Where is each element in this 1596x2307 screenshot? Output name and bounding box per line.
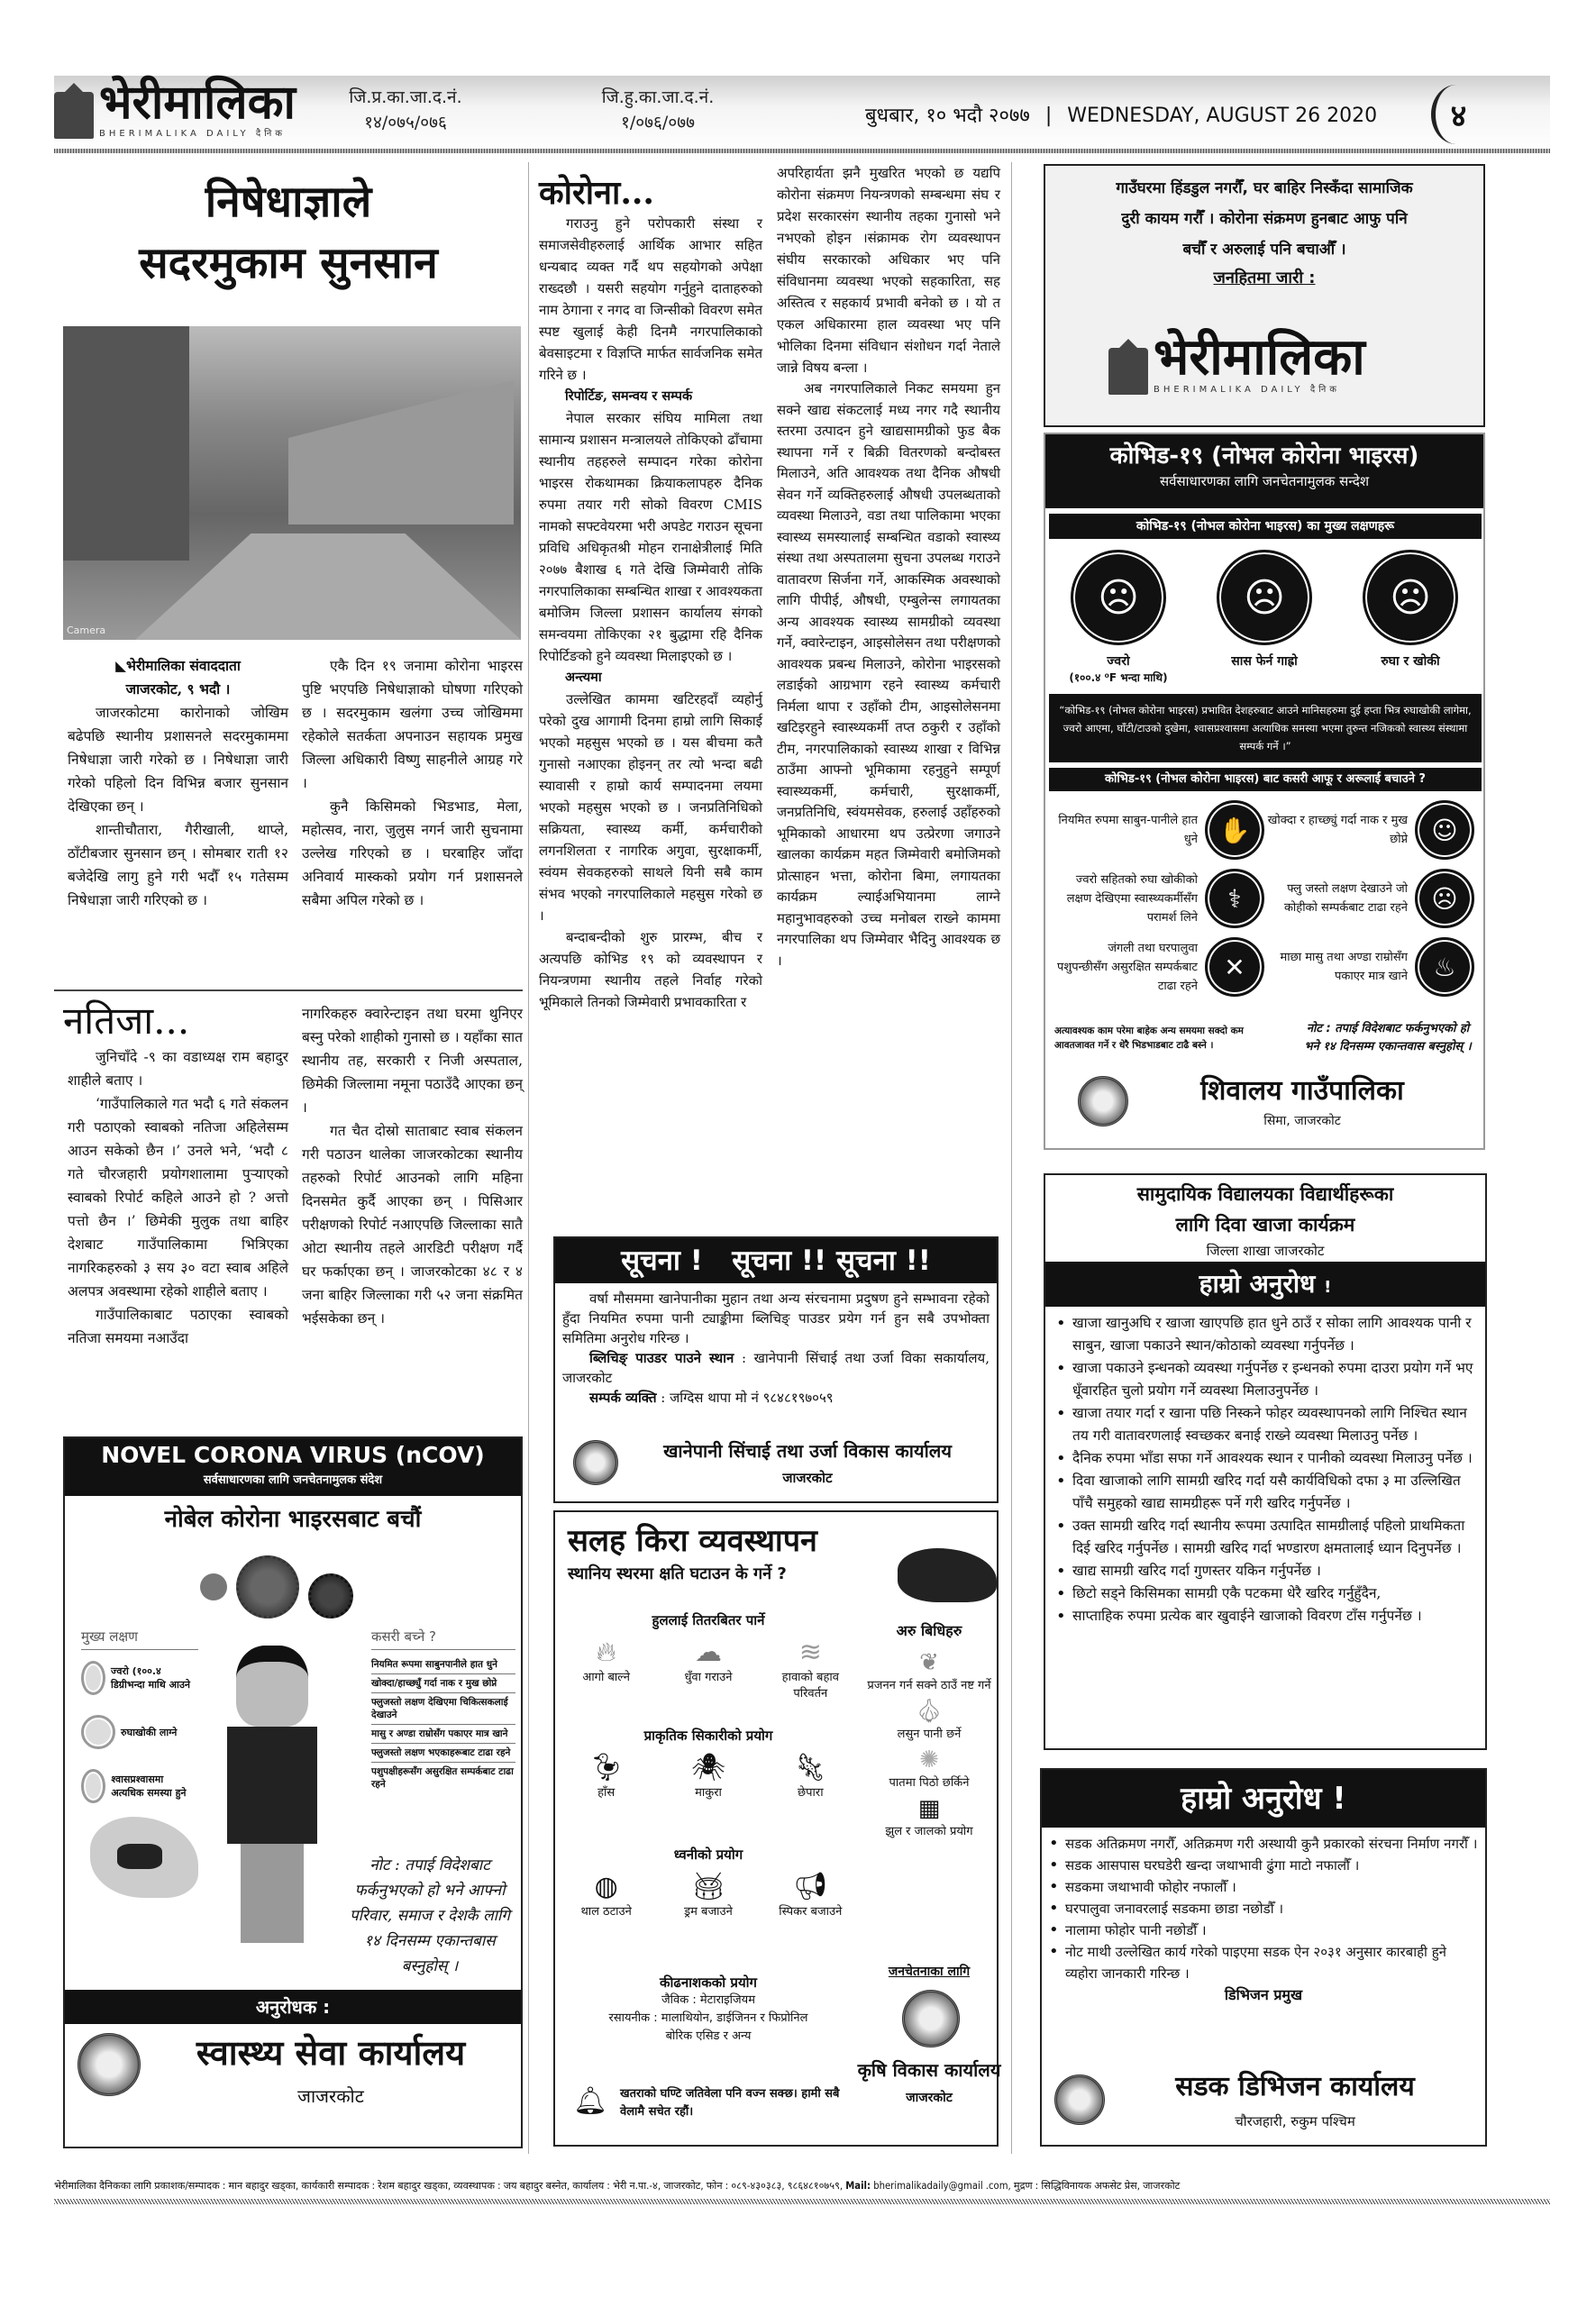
school-item: • साप्ताहिक रुपमा प्रत्येक बार खुवाईने खाजाको विवरण टाँस गर्नुपर्नेछ । <box>1053 1605 1478 1628</box>
notice-logo-daily: दैनिक <box>1309 385 1340 395</box>
nepal-emblem-icon <box>1054 2074 1105 2125</box>
smoke-icon: ☁︎ <box>694 1637 722 1668</box>
headline-line-2: सदरमुकाम सुनसान <box>139 238 438 288</box>
locust-g1-2: धुँवा गराउने <box>684 1671 733 1684</box>
prevention-1: नियमित रुपमा साबुन-पानीले हात धुने <box>1058 814 1198 846</box>
locust-other-3: पातमा पिठो छर्किने <box>889 1776 970 1790</box>
imprint-text: भेरीमालिका दैनिकका लागि प्रकाशक/सम्पादक : मान बहादुर खड्का, कार्यकारी सम्पादक : रेशम बहादुर खड्का, व्यवस्थापक : जय बहादुर बस्नेत, कार्यालय : भेरी न.पा.-४, जाजरकोट, फोन : ०८९-४३०३८३, ९८६४८१०७५९, <box>54 2180 844 2192</box>
covid-ad <box>1044 433 1485 1150</box>
grasshopper-icon <box>898 1548 997 1602</box>
no-animal-contact-icon: ✕ <box>1205 937 1264 997</box>
ncov-location: जाजरकोट <box>297 2085 364 2107</box>
school-request-label: हाम्रो अनुरोध <box>1199 1269 1316 1299</box>
net-icon: ▦ <box>917 1795 941 1822</box>
nepal-emblem-icon <box>1078 1076 1128 1126</box>
ncov-prevent-1: नियमित रूपमा साबुनपानीले हात धुने <box>371 1655 515 1674</box>
school-item: • खाजा तयार गर्दा र खाना पछि निस्कने फोहर व्यवस्थापनको लागि निश्चित स्थान तय गरी वातावरणलाई स्वच्छकर बनाई राख्ने व्यवस्था मिलाउनु पर्नेछ । <box>1053 1402 1478 1447</box>
covid-sponsor-location: सिमा, जाजरकोट <box>1263 1114 1341 1128</box>
contact-value: : जग्दिस थापा मो नं ९८४८१९७०५९ <box>661 1390 834 1406</box>
cough-icon <box>81 1715 115 1749</box>
symptom-1-label: ज्वरो <box>1107 654 1130 669</box>
divider <box>54 989 523 991</box>
ncov-prevent-6: पशुपक्षीहरूसँग असुरक्षित सम्पर्कबाट टाढा रहने <box>371 1766 514 1790</box>
locust-g2-1: हाँस <box>597 1786 616 1800</box>
notice-issued-by: जनहितमा जारी : <box>1213 269 1316 287</box>
ncov-prevent-title: कसरी बच्ने ? <box>371 1628 515 1650</box>
water-office: खानेपानी सिंचाई तथा उर्जा विकास कार्यालय <box>663 1440 952 1462</box>
locust-g1-3: हावाको बहाव परिवर्तन <box>781 1671 839 1701</box>
bleach-place-label: ब्लिचिङ् पाउडर पाउने स्थान <box>589 1350 734 1366</box>
lead-col-1 <box>68 654 288 912</box>
natija-para-5: गत चैत दोस्रो साताबाट स्वाब संकलन गरी पठाउन थालेका जाजरकोटका स्थानीय तहरुको रिपोर्ट आउनको लागि महिना दिनसमेत कुर्दै आएका छन् । पिसिआर परीक्षणको रिपोर्ट नआएपछि जिल्लाका सातै ओटा स्थानीय तहले आरडिटी परीक्षण गर्दै घर फर्काएका छन् । जाजरकोटका ४८ र ४ जना बाहिर जिल्लाका गरी ५२ जना संक्रमित भईसकेका छन् । <box>302 1123 523 1327</box>
covid-note: नोट : तपाई विदेशबाट फर्कनुभएको हो भने १४ दिनसम्म एकान्तवास बस्नुहोस् । <box>1304 1022 1472 1053</box>
road-notice-title: हाम्रो अनुरोध ! <box>1042 1770 1485 1828</box>
prevention-6: माछा मासु तथा अण्डा राम्रोसँग पकाएर मात्र खाने <box>1280 951 1408 983</box>
school-item: • छिटो सड्ने किसिमका सामग्री एकै पटकमा धेरै खरिद गर्नुहुँदैन, <box>1053 1582 1478 1605</box>
locust-g1-1: आगो बाल्ने <box>582 1671 630 1684</box>
locust-g3-1: थाल ठटाउने <box>580 1905 632 1919</box>
dateline <box>865 101 1377 128</box>
flour-icon: ✺ <box>919 1746 939 1774</box>
locust-other-1: प्रजनन गर्न सक्ने ठाउँ नष्ट गर्ने <box>867 1679 991 1692</box>
school-item: • खाद्य सामग्री खरिद गर्दा गुणस्तर यकिन गर्नुपर्नेछ । <box>1053 1560 1478 1582</box>
lead-para-2: शान्तीचौतारा, गैरीखाली, थाप्ले, ठाँटीबजार सुनसान छन् । सोमबार राती १२ बजेदेखि लागु हुने गरी भदौँ १५ गतेसम्म निषेधाज्ञा जारी गरिएको छ । <box>68 822 288 908</box>
corona-para-5: अपरिहार्यता झनै मुखरित भएको छ यद्यपि कोरोना संक्रमण नियन्त्रणको सम्बन्धमा संघ र प्रदेश सरकारसंग स्थानीय तहका गुनासो भने नभएको होइन ।संक्रामक रोग व्यवस्थापन संघीय सरकारको अधिकार भए पनि संविधानमा व्यवस्था भएको सहकारिता, सह अस्तित्व र सहकार्य प्रभावी बनेको छ । यो त एकल अधिकारमा हाल व्यवस्था भए पनि भोलिका दिनमा संविधान संशोधन गर्दा नेताले जान्ने विषय बन्ला । <box>777 165 1000 376</box>
photo-credit: Camera <box>67 625 106 636</box>
date-separator: | <box>1044 105 1053 127</box>
ncov-symptoms-title: मुख्य लक्षण <box>81 1628 198 1650</box>
symptom-1-detail: (१००.४ ⁰F भन्दा माथि) <box>1069 671 1168 684</box>
street-photo <box>63 326 521 640</box>
locust-group3-title: ध्वनीको प्रयोग <box>673 1847 743 1863</box>
mail-value[interactable]: bherimalikadaily@gmail .com, मुद्रण : सिद्धिविनायक अफसेट प्रेस, जाजरकोट <box>873 2180 1181 2192</box>
ncov-symptom-2: रुघाखोकी लाग्ने <box>121 1726 178 1738</box>
ncov-requester: अनुरोधक : <box>65 1990 521 2024</box>
school-request-mark: ! <box>1324 1278 1332 1297</box>
sneezing-man-illustration-icon <box>209 1646 344 1943</box>
masthead-logo[interactable] <box>54 75 296 139</box>
ncov-symptom-3: श्वासप्रश्वासमा अत्यधिक समस्या हुने <box>111 1774 187 1799</box>
natija-headline: नतिजा... <box>63 998 190 1043</box>
temple-logo-icon <box>1108 348 1148 395</box>
corona-para-2: नेपाल सरकार संघिय मामिला तथा सामान्य प्रशासन मन्त्रालयले तोकिएको ढाँचामा स्थानीय तहहरुले सम्पादन गरेका कोरोना भाइरस रोकथामका क्रियाकलापहरु दैनिक रुपमा तयार गरी सोको विवरण CMIS नामको सफ्टवेयरमा भरी अपडेट गराउन सूचना प्रविधि अधिकृतश्री मोहन रानाक्षेत्रीलाई मिति २०७७ बैशाख ६ गते देखि जिम्मेवारी तोकि नगरपालिकाका सम्बन्धित शाखा र आवश्यकता बमोजिम जिल्ला प्रशासन कार्यालय संगको समन्वयमा तोकिएका २१ बुद्धामा रहि दैनिक रिपोर्टिङको हुने व्यवस्था मिलाइएको छ । <box>539 410 762 664</box>
locust-g2-2: माकुरा <box>695 1786 722 1800</box>
ncov-prevent-2: खोक्दा/हाच्छ्युँ गर्दा नाक र मुख छोप्ने <box>371 1674 515 1693</box>
lead-col-2 <box>302 654 523 912</box>
column-rule <box>528 162 529 2154</box>
corona-para-6: अब नगरपालिकाले निकट समयमा हुन सक्ने खाद्य संकटलाई मध्य नगर गदै स्थानीय स्तरमा उत्पादन हुने खाद्यसामग्रीको फुड बैक स्थापना गर्ने र बिक्री वितरणको बन्दोबस्त मिलाउने, अति आवश्यक तथा दैनिक औषधी सेवन गर्ने व्यक्तिहरुलाई औषधी उपलब्धताको व्यवस्था मिलाउने, वडा तथा पालिकामा भएका स्वास्थ्य समस्यालाई सम्बन्धित वडाको स्वास्थ्य संस्था तथा अस्पतालमा सुचना उपलब्ध गराउने वातावरण सिर्जना गर्ने, आकस्मिक अवस्थाको लागि पीपीई, औषधी, एम्बुलेन्स लगायतका अन्य आवश्यक स्वास्थ्य सामग्रीको व्यवस्था गर्ने, क्वारेन्टाइन, आइसोलेसन तथा परीक्षणको आवश्यक प्रबन्ध मिलाउने, कोरोना भाइरसको लडाईको आग्रभाग रहने स्वास्थ्य कर्मचारी निर्मला थापा र उहाँको टीम, आइसोलेसनमा खटिइरहुने स्वास्थ्यकर्मी तप्त ठकुरी र उहाँको टीम, नगरपालिकाको स्वास्थ्य शाखा र विभिन्न ठाउँमा आफ्नो भूमिकामा रहनुहुने सम्पूर्ण स्वास्थ्यकर्मी, कर्मचारी, सुरक्षाकर्मी, जनप्रतिनिधि, स्वंयमसेवक, हरुलाई उहाँहरुको भूमिकाको आधारमा थप उत्प्रेरणा जगाउने खालका कार्यक्रम महत जिम्मेवारी बमोजिमको प्रोत्साहन भत्ता, कोरोना बिमा, लगायतका कार्यक्रम ल्याईअभियानमा लाग्ने महानुभावहरुको उच्च मनोबल राख्ने काममा नगरपालिका थप जिम्मेवार भैदिनु आवश्यक छ । <box>777 380 1000 969</box>
column-rule <box>1011 162 1012 2154</box>
locust-g3-2: ड्रम बजाउने <box>684 1905 733 1919</box>
garlic-icon: 🧄︎ <box>914 1698 944 1725</box>
locust-awareness: जनचेतनाका लागि <box>888 1965 971 1979</box>
corona-headline: कोरोना... <box>539 174 654 212</box>
natija-para-4: नागरिकहरु क्वारेन्टाइन तथा घरमा थुनिएर बस्नु परेको शाहीको गुनासो छ । यहाँका सात स्थानीय तह, सरकारी र निजी अस्पताल, छिमेकी जिल्लामा नमूना पठाउँदै आएका छन् । <box>302 1006 523 1116</box>
notice-logo-sub: BHERIMALIKA DAILY <box>1154 385 1304 395</box>
ncov-prevent-4: मासु र अण्डा राम्रोसँग पकाएर मात्र खाने <box>371 1725 515 1744</box>
notice-line-2: दुरी कायम गरौँ । कोरोना संक्रमण हुनबाट आफु पनि <box>1121 210 1408 228</box>
plate-icon: ◍ <box>594 1871 618 1902</box>
covid-prevention-title: कोभिड-१९ (नोभल कोरोना भाइरस) बाट कसरी आफू र अरूलाई बचाउने ? <box>1049 768 1482 791</box>
page-number: ४ <box>1431 85 1482 144</box>
school-item: • खाजा खानुअघि र खाजा खाएपछि हात धुने ठाउँ र सोका लागि आवश्यक पानी र साबुन, खाजा पकाउने स्थान/कोठाको व्यवस्था गर्नुपर्नेछ । <box>1053 1312 1478 1357</box>
ncov-headline: नोबेल कोरोना भाइरसबाट बचौं <box>164 1506 422 1533</box>
spider-icon: 🕷︎ <box>690 1752 726 1783</box>
locust-g4-2: रसायनीक : मालाथियोन, डाईजिनन र फिप्रोनिल <box>608 2011 808 2025</box>
locust-office: कृषि विकास कार्यालय <box>857 2059 1001 2081</box>
locust-location: जाजरकोट <box>906 2091 953 2105</box>
contact-label: सम्पर्क व्यक्ति <box>589 1390 657 1406</box>
locust-group2-title: प्राकृतिक सिकारीको प्रयोग <box>643 1728 773 1744</box>
world-map-icon <box>90 1817 198 1898</box>
corona-col-2 <box>777 162 1000 971</box>
road-list <box>1042 1828 1485 1984</box>
school-item: • दिवा खाजाको लागि सामग्री खरिद गर्दा यसै कार्यविधिको दफा ३ मा उल्लिखित पाँचै समुहको खाद्य सामग्रीहरू पर्ने गरी खरिद गर्नुपर्नेछ । <box>1053 1470 1478 1515</box>
school-item: • दैनिक रुपमा भाँडा सफा गर्ने आवश्यक स्थान र पानीको व्यवस्था मिलाउनु पर्नेछ । <box>1053 1447 1478 1470</box>
school-list <box>1045 1307 1485 1628</box>
natija-col-2 <box>302 1002 523 1330</box>
lead-headline <box>54 171 523 294</box>
natija-para-3: गाउँपालिकाबाट पठाएका स्वाबको नतिजा समयमा नआउँदा <box>68 1307 288 1346</box>
locust-other-4: झुल र जालको प्रयोग <box>885 1825 973 1838</box>
locust-g2-3: छेपारा <box>798 1786 824 1800</box>
virus-illustration-icon <box>200 1546 380 1628</box>
reg1-label: जि.प्र.का.जा.द.नं. <box>349 87 462 107</box>
date-nepali: बुधबार, १० भदौ २०७७ <box>865 105 1030 127</box>
handwash-icon: ✋ <box>1205 800 1264 860</box>
ncov-poster <box>63 1436 523 2148</box>
byline-arrow-icon: ◣ <box>115 657 127 674</box>
natija-para-2: ‘गाउँपालिकाले गत भदौ ६ गते संकलन गरी पठाएको स्वाबको नतिजा अहिलेसम्म आउन सकेको छैन ।’ उनले भने, ‘भदौ ८ गते चौरजहारी प्रयोगशालामा पुऱ्याएको स्वाबको रिपोर्ट कहिले आउने हो ? अत्तो पत्तो छैन ।’ छिमेकी मुलुक तथा बाहिर देशबाट गाउँपालिकामा भित्रिएका नागरिकहरुको ३ सय ३० वटा स्वाब अहिले अलपत्र अवस्थामा रहेको शाहीले बताए । <box>68 1096 288 1299</box>
cover-mouth-icon: ☺ <box>1415 800 1474 860</box>
corona-para-3: उल्लेखित काममा खटिरहदाँ व्यहोर्नु परेको दुख आगामी दिनमा हाम्रो लागि सिकाई भएको महसुस भएको छ । यस बीचमा कतै गुनासो नआएका होइनन् तर त्यो भन्दा बढी स्यावासी र हाम्रो कार्य सम्पादनमा लयमा भएको महसुस भएको छ । जनप्रतिनिधिको सक्रियता, स्वास्थ्य कर्मी, कर्मचारीको लगनशिलता र नागरिक अगुवा, सुरक्षाकर्मी, स्वंयम सेवकहरुको साथले यिनी सबै काम संभव भएको नगरपालिकाले महसुस गरेको छ । <box>539 691 762 924</box>
consult-doctor-icon: ⚕ <box>1205 869 1264 928</box>
reg2-value: १/०७६/०७७ <box>621 113 695 132</box>
road-item: • सडकमा जथाभावी फोहोर नफालौँ । <box>1045 1876 1480 1898</box>
logo-sub: BHERIMALIKA DAILY <box>99 129 250 139</box>
prevention-4: फ्लु जस्तो लक्षण देखाउने जो कोहीको सम्पर्कबाट टाढा रहने <box>1283 882 1408 915</box>
breathing-difficulty-icon: ☹ <box>1217 550 1312 645</box>
school-request-title <box>1045 1262 1485 1307</box>
reg1-value: १४/०७५/०७६ <box>364 113 447 132</box>
nepal-emblem-icon <box>902 1990 960 2047</box>
locust-title: सलह किरा व्यवस्थापन <box>568 1523 817 1559</box>
school-item: • खाजा पकाउने इन्धनको व्यवस्था गर्नुपर्नेछ र इन्धनको रुपमा दाउरा प्रयोग गर्ने भए धूँवारहित चुलो प्रयोग गर्ने व्यवस्था मिलाउनुपर्नेछ । <box>1053 1357 1478 1402</box>
alarm-bell-icon: 🔔︎ <box>573 2085 608 2117</box>
nepal-emblem-icon <box>573 1440 618 1485</box>
school-title-2: लागि दिवा खाजा कार्यक्रम <box>1175 1214 1355 1236</box>
footer-rule <box>54 2199 1550 2204</box>
locust-ad <box>553 1510 999 2147</box>
covid-bottom-note: अत्यावश्यक काम परेमा बाहेक अन्य समयमा सक्दो कम आवतजावत गर्ने र धेरै भिडभाडबाट टाढै बस्ने । <box>1054 1026 1244 1051</box>
fever-face-icon: ☹ <box>1071 550 1166 645</box>
water-notice <box>553 1236 999 1503</box>
dateline-place: जाजरकोट, ९ भदौ । <box>125 680 231 698</box>
covid-sponsor: शिवालय गाउँपालिका <box>1200 1075 1404 1107</box>
road-item: • नोट माथी उल्लेखित कार्य गरेको पाइएमा सडक ऐन २०३१ अनुसार कारबाही हुने व्यहोरा जानकारी गरिन्छ । <box>1045 1941 1480 1984</box>
natija-col-1 <box>68 1045 288 1350</box>
lead-para-4: कुनै किसिमको भिडभाड, मेला, महोत्सव, नारा, जुलुस नगर्न जारी सुचनामा उल्लेख गरिएको छ । घरबाहिर जाँदा अनिवार्य मास्कको प्रयोग गर्न प्रशासनले सबैमा अपिल गरेको छ । <box>302 798 523 908</box>
locust-group4-title: कीढनाशकको प्रयोग <box>660 1974 757 1991</box>
ncov-note: नोट : तपाई विदेशबाट फर्कनुभएको हो भने आफ्नो परिवार, समाज र देशकै लागि १४ दिनसम्म एकान्तबास बस्नुहोस् । <box>349 1856 510 1975</box>
ncov-prevent-5: फ्लुजस्तो लक्षण भएकाहरूबाट टाढा रहने <box>371 1744 515 1763</box>
ncov-title: NOVEL CORONA VIRUS (nCOV) <box>101 1442 485 1468</box>
footer-imprint <box>54 2179 1550 2193</box>
breathing-icon <box>81 1769 105 1803</box>
road-item: • घरपालुवा जनावरलाई सडकमा छाडा नछोडौँ । <box>1045 1898 1480 1919</box>
prevention-2: खोक्दा र हाच्छ्युं गर्दा नाक र मुख छोप्ने <box>1267 814 1408 846</box>
water-notice-title: सूचना ! सूचना !! सूचना !! <box>555 1238 997 1283</box>
lead-para-1: जाजरकोटमा कारोनाको जोखिम बढेपछि स्थानीय प्रशासनले सदरमुकाममा निषेधाज्ञा जारी गरेको छ । निषेधाज्ञा जारी गरेको पहिलो दिन विभिन्न बजार सुनसान देखिएका छन् । <box>68 705 288 815</box>
school-title-1: सामुदायिक विद्यालयका विद्यार्थीहरूका <box>1136 1183 1394 1205</box>
locust-group1-title: हुललाई तितरबितर पार्ने <box>652 1612 765 1628</box>
logo-daily: दैनिक <box>255 129 286 139</box>
prevention-3: ज्वरो सहितको रुघा खोकीको लक्षण देखिएमा स्वास्थ्यकर्मीसँग परामर्श लिने <box>1066 872 1198 925</box>
covid-title: कोभिड-१९ (नोभल कोरोना भाइरस) <box>1109 442 1419 470</box>
natija-para-1: जुनिचाँदे -९ का वडाध्यक्ष राम बहादुर शाहीले बताए । <box>68 1049 288 1089</box>
water-location: जाजरकोट <box>782 1470 833 1486</box>
drum-icon: 🥁︎ <box>690 1871 726 1902</box>
school-notice <box>1044 1173 1487 1750</box>
water-notice-body: वर्षा मौसममा खानेपानीका मुहान तथा अन्य संरचनामा प्रदुषण हुने सम्भावना रहेको हुँदा नियमित रुपमा पानी ट्याङ्कीमा ब्लिचिङ् पाउडर प्रयेग गर्न हुन सबै उपभोक्ता समितिमा अनुरोध गरिन्छ । <box>562 1290 990 1346</box>
corona-para-4: बन्दाबन्दीको शुरु प्रारम्भ, बीच र अत्यपछि कोभिड १९ को व्यवस्थापन र नियन्त्रणमा स्थानीय तहले निर्वाह गरेको भूमिकाले तिनको जिम्मेवारी प्रभावकारिता र <box>539 929 762 1010</box>
date-english: WEDNESDAY, AUGUST 26 2020 <box>1067 105 1378 127</box>
megaphone-icon: 📢︎ <box>793 1871 828 1902</box>
masthead-rule <box>54 149 1550 153</box>
headline-line-1: निषेधाज्ञाले <box>205 177 372 227</box>
wind-icon: ≋ <box>798 1637 822 1668</box>
road-notice <box>1040 1768 1487 2147</box>
cook-food-icon: ♨ <box>1415 937 1474 997</box>
symptom-2-label: सास फेर्न गाह्रो <box>1231 654 1298 669</box>
corona-col-1 <box>539 213 762 1013</box>
ncov-symptom-1: ज्वरो (१००.४ डिग्रीभन्दा माथि आउने <box>111 1665 190 1691</box>
school-item: • उक्त सामग्री खरिद गर्दा स्थानीय रूपमा उत्पादित सामग्रीलाई पहिलो प्राथमिकता दिई खरिद गर्नुपर्नेछ । सामग्री खरिद गर्दा भण्डारण क्षमतालाई ध्यान दिनुपर्नेछ । <box>1053 1515 1478 1560</box>
ncov-prevent-3: फ्लुजस्तो लक्षण देखिएमा चिकित्सकलाई देखाउने <box>371 1693 515 1725</box>
locust-other-title: अरु बिधिहरु <box>896 1622 962 1639</box>
avoid-contact-icon: ☹ <box>1415 869 1474 928</box>
road-location: चौरजहारी, रुकुम पश्चिम <box>1235 2113 1355 2129</box>
symptom-3-label: रुघा र खोकी <box>1381 654 1440 669</box>
locust-alert: खतराको घण्टि जतिवेला पनि वज्न सक्छ। हामी सबै वेलामै सचेत रहौं। <box>620 2087 840 2119</box>
notice-logo-text: भेरीमालिका <box>1154 327 1365 387</box>
locust-other-2: लसुन पानी छर्ने <box>897 1728 962 1741</box>
covid-quote: “कोभिड-१९ (नोभल कोरोना भाइरस) प्रभावित देशहरुबाट आउने मानिसहरुमा दुई हप्ता भित्र रुघाखोकी लागेमा, ज्वरो आएमा, घाँटी/टाउको दुखेमा, श्वासप्रश्वासमा अत्याधिक समस्या भएमा तुरुन्त नजिकको स्वास्थ्य संस्थामा सम्पर्क गर्ने ।” <box>1049 694 1482 762</box>
covid-subtitle: सर्वसाधारणका लागि जनचेतनामुलक सन्देश <box>1159 473 1370 489</box>
corona-subhead-1: रिपोर्टिङ, समन्वय र सम्पर्क <box>565 388 693 404</box>
nepal-emblem-icon <box>78 2033 141 2096</box>
public-notice <box>1044 164 1485 427</box>
ncov-subtitle: सर्वसाधारणका लागि जनचेतनामुलक संदेश <box>203 1473 383 1487</box>
fire-icon: 🔥︎ <box>596 1637 616 1668</box>
lead-para-3: एकै दिन १९ जनामा कोरोना भाइरस पुष्टि भएपछि निषेधाज्ञाको घोषणा गरिएको छ । सदरमुकाम खलंगा उच्च जोखिममा रहेकोले सतर्कता अपनाउन सहायक प्रमुख जिल्ला अधिकारी विष्णु साहनीले आग्रह गरे । <box>302 658 523 791</box>
covid-symptoms-title: कोभिड-१९ (नोभल कोरोना भाइरस) का मुख्य लक्षणहरू <box>1049 514 1482 539</box>
road-office: सडक डिभिजन कार्यालय <box>1175 2071 1415 2102</box>
road-item: • सडक आसपास घरघडेरी खन्दा जथाभावी ढुंगा माटो नफालौँ । <box>1045 1855 1480 1876</box>
locust-g4-3: बोरिक एसिड र अन्य <box>665 2029 752 2043</box>
school-branch: जिल्ला शाखा जाजरकोट <box>1206 1243 1325 1259</box>
cough-icon: ☹ <box>1363 550 1458 645</box>
bleach-place-value: : खानेपानी सिंचाई तथा उर्जा विका सकार्यालय, जाजरकोट <box>562 1350 990 1386</box>
duck-icon: 🦆︎ <box>588 1752 624 1783</box>
locust-g4-1: जैविक : मेटाराइजियम <box>661 1993 755 2007</box>
temple-logo-icon <box>54 92 94 139</box>
prevention-5: जंगली तथा घरपालुवा पशुपन्छीसँग असुरक्षित सम्पर्कबाट टाढा रहने <box>1057 941 1198 993</box>
road-item: • सडक अतिक्रमण नगरौँ, अतिक्रमण गरी अस्थायी कुनै प्रकारको संरचना निर्माण नगरौँ । <box>1045 1833 1480 1855</box>
fever-icon <box>81 1661 105 1695</box>
corona-para-1: गराउनु हुने परोपकारी संस्था र समाजसेवीहरुलाई आर्थिक आभार सहित धन्यबाद व्यक्त गर्दै थप सहयोगको अपेक्षा राख्दछौ । यसरी सहयोग गर्नुहुने दाताहरुको नाम ठेगाना र नगद वा जिन्सीको विवरण समेत स्पष्ट खुलाई केही दिनमै नगरपालिकाको बेवसाइटमा र विज्ञप्ति मार्फत सार्वजनिक समेत गरिने छ । <box>539 215 762 383</box>
notice-logo <box>1108 327 1365 395</box>
masthead <box>54 76 1550 153</box>
notice-line-1: गाउँघरमा हिंडडुल नगरौँ, घर बाहिर निस्कँदा सामाजिक <box>1116 179 1413 197</box>
reg2-label: जि.हु.का.जा.द.नं. <box>601 87 715 107</box>
road-item: • नालामा फोहोर पानी नछोडौँ । <box>1045 1919 1480 1941</box>
logo-text: भेरीमालिका <box>99 75 296 130</box>
locust-subtitle: स्थानिय स्थरमा क्षति घटाउन के गर्ने ? <box>568 1564 787 1583</box>
ncov-office: स्वास्थ्य सेवा कार्यालय <box>196 2033 466 2073</box>
notice-line-3: बचौँ र अरुलाई पनि बचाऔँ । <box>1182 241 1346 259</box>
locust-g3-3: स्पिकर बजाउने <box>779 1905 843 1919</box>
road-signatory: डिभिजन प्रमुख <box>1224 1986 1303 2003</box>
byline: भेरीमालिका संवाददाता <box>126 657 241 674</box>
mail-label: Mail: <box>845 2180 871 2192</box>
corona-subhead-2: अन्त्यमा <box>565 670 602 685</box>
lizard-icon: 🦎︎ <box>793 1752 828 1783</box>
chemical-leaf-icon: ❦ <box>919 1649 939 1676</box>
